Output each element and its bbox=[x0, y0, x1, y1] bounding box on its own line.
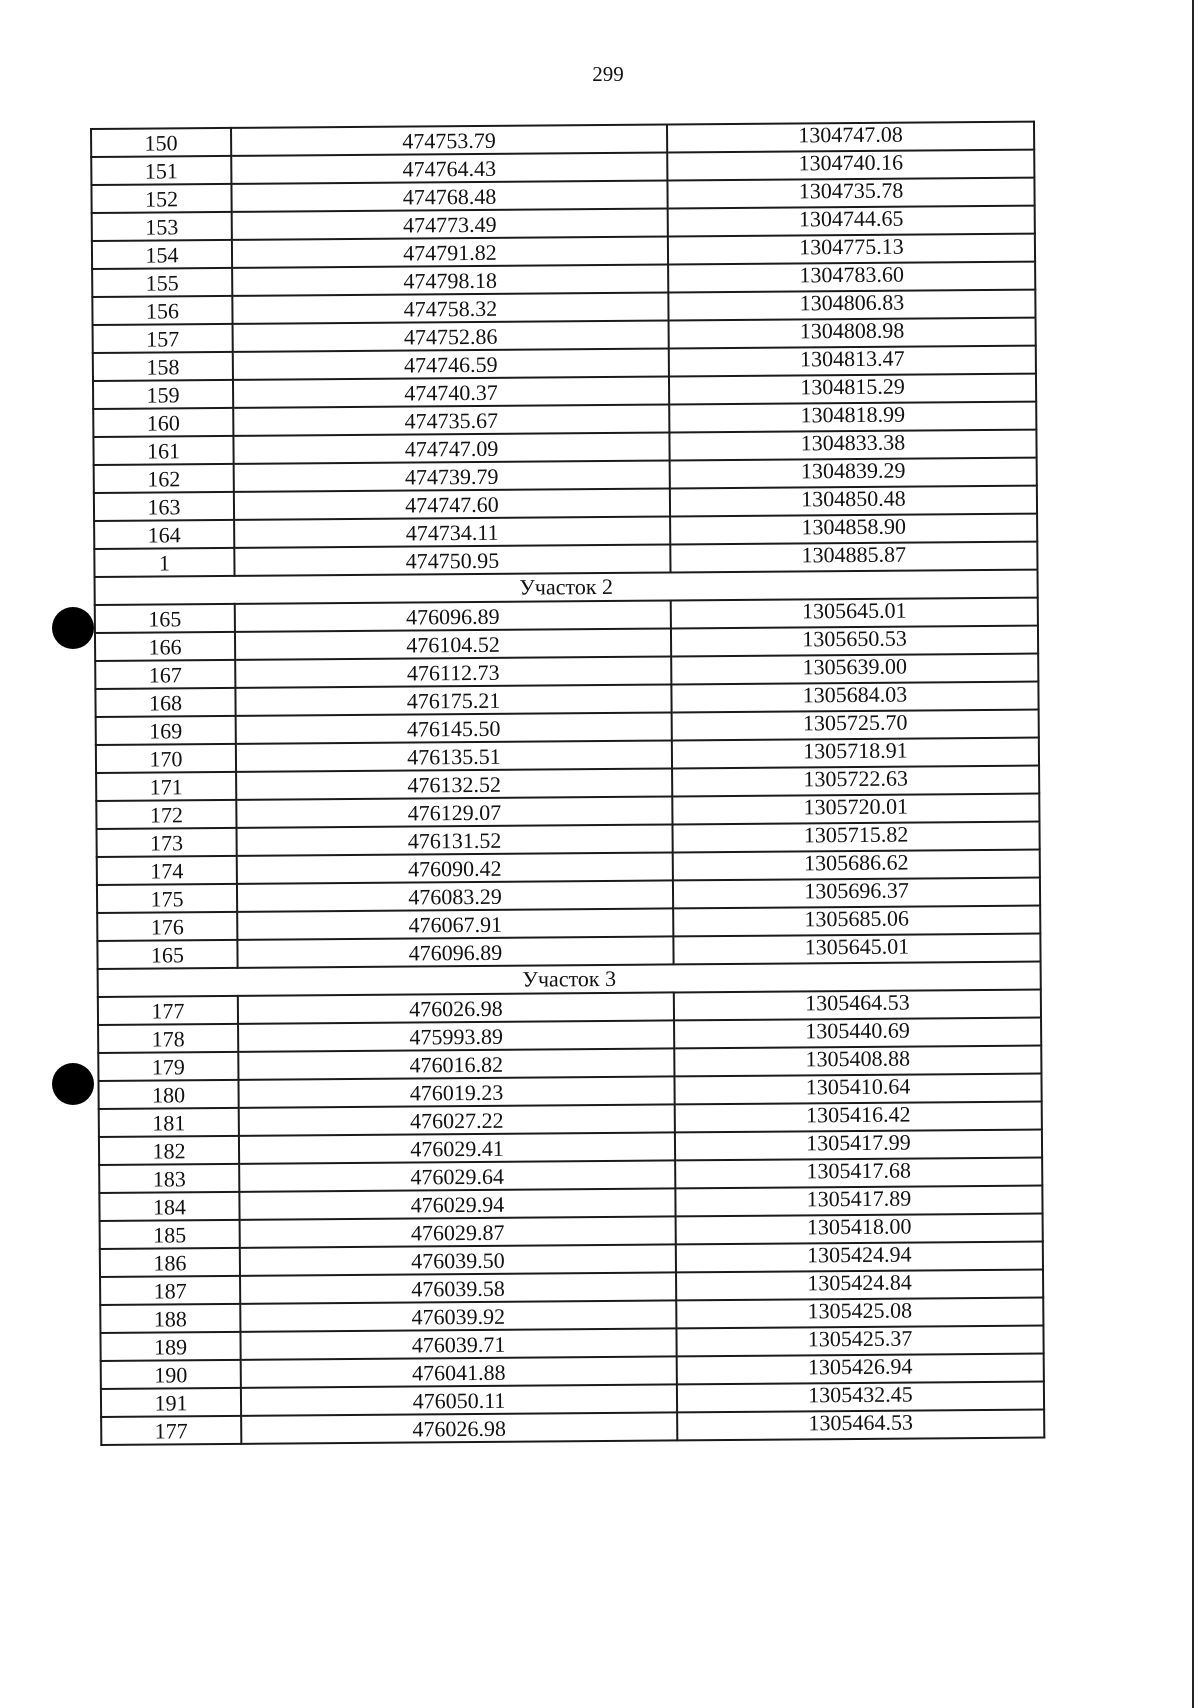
point-number-cell: 189 bbox=[100, 1332, 240, 1361]
point-number-cell: 165 bbox=[97, 940, 237, 969]
y-coordinate-cell: 1305440.69 bbox=[674, 1018, 1041, 1049]
x-coordinate-cell: 476067.91 bbox=[237, 908, 673, 939]
y-coordinate-cell: 1304806.83 bbox=[668, 290, 1035, 321]
y-coordinate-cell: 1305424.84 bbox=[676, 1270, 1043, 1301]
y-coordinate-cell: 1304813.47 bbox=[669, 346, 1036, 377]
point-number-cell: 179 bbox=[98, 1052, 238, 1081]
point-number-cell: 166 bbox=[95, 632, 235, 661]
x-coordinate-cell: 474746.59 bbox=[233, 348, 669, 379]
x-coordinate-cell: 476104.52 bbox=[235, 628, 671, 659]
point-number-cell: 152 bbox=[91, 184, 231, 213]
y-coordinate-cell: 1305426.94 bbox=[677, 1354, 1044, 1385]
x-coordinate-cell: 474739.79 bbox=[234, 460, 670, 491]
point-number-cell: 183 bbox=[99, 1164, 239, 1193]
point-number-cell: 155 bbox=[92, 268, 232, 297]
point-number-cell: 160 bbox=[93, 408, 233, 437]
point-number-cell: 181 bbox=[99, 1108, 239, 1137]
x-coordinate-cell: 476096.89 bbox=[237, 936, 673, 967]
x-coordinate-cell: 474752.86 bbox=[233, 320, 669, 351]
point-number-cell: 151 bbox=[91, 156, 231, 185]
x-coordinate-cell: 476131.52 bbox=[237, 824, 673, 855]
x-coordinate-cell: 476029.87 bbox=[240, 1216, 676, 1247]
y-coordinate-cell: 1305417.68 bbox=[675, 1158, 1042, 1189]
y-coordinate-cell: 1304839.29 bbox=[670, 458, 1037, 489]
y-coordinate-cell: 1305417.99 bbox=[675, 1130, 1042, 1161]
x-coordinate-cell: 474758.32 bbox=[232, 292, 668, 323]
y-coordinate-cell: 1305432.45 bbox=[677, 1382, 1044, 1413]
y-coordinate-cell: 1304833.38 bbox=[669, 430, 1036, 461]
x-coordinate-cell: 476132.52 bbox=[236, 768, 672, 799]
x-coordinate-cell: 476112.73 bbox=[235, 656, 671, 687]
point-number-cell: 169 bbox=[96, 716, 236, 745]
x-coordinate-cell: 476029.41 bbox=[239, 1132, 675, 1163]
point-number-cell: 159 bbox=[93, 380, 233, 409]
y-coordinate-cell: 1305715.82 bbox=[672, 822, 1039, 853]
y-coordinate-cell: 1304747.08 bbox=[667, 122, 1034, 153]
point-number-cell: 153 bbox=[92, 212, 232, 241]
y-coordinate-cell: 1305725.70 bbox=[672, 710, 1039, 741]
x-coordinate-cell: 476129.07 bbox=[236, 796, 672, 827]
x-coordinate-cell: 476083.29 bbox=[237, 880, 673, 911]
point-number-cell: 162 bbox=[94, 464, 234, 493]
point-number-cell: 176 bbox=[97, 912, 237, 941]
y-coordinate-cell: 1304775.13 bbox=[668, 234, 1035, 265]
point-number-cell: 180 bbox=[98, 1080, 238, 1109]
y-coordinate-cell: 1305408.88 bbox=[674, 1046, 1041, 1077]
coordinates-table bbox=[90, 121, 1045, 1446]
x-coordinate-cell: 476090.42 bbox=[237, 852, 673, 883]
x-coordinate-cell: 474773.49 bbox=[232, 208, 668, 239]
table-row bbox=[101, 1410, 1044, 1445]
y-coordinate-cell: 1304808.98 bbox=[669, 318, 1036, 349]
point-number-cell: 178 bbox=[98, 1024, 238, 1053]
y-coordinate-cell: 1305684.03 bbox=[671, 682, 1038, 713]
x-coordinate-cell: 476041.88 bbox=[241, 1356, 677, 1387]
point-number-cell: 187 bbox=[100, 1276, 240, 1305]
y-coordinate-cell: 1305418.00 bbox=[676, 1214, 1043, 1245]
y-coordinate-cell: 1304783.60 bbox=[668, 262, 1035, 293]
x-coordinate-cell: 476019.23 bbox=[238, 1076, 674, 1107]
x-coordinate-cell: 474791.82 bbox=[232, 236, 668, 267]
y-coordinate-cell: 1304885.87 bbox=[670, 542, 1037, 573]
point-number-cell: 186 bbox=[100, 1248, 240, 1277]
punch-hole bbox=[52, 607, 94, 649]
point-number-cell: 150 bbox=[91, 128, 231, 157]
y-coordinate-cell: 1305686.62 bbox=[673, 850, 1040, 881]
y-coordinate-cell: 1305718.91 bbox=[672, 738, 1039, 769]
y-coordinate-cell: 1305645.01 bbox=[673, 934, 1040, 965]
point-number-cell: 191 bbox=[101, 1388, 241, 1417]
y-coordinate-cell: 1305425.37 bbox=[676, 1326, 1043, 1357]
coordinates-table-body bbox=[91, 122, 1044, 1445]
point-number-cell: 177 bbox=[98, 996, 238, 1025]
point-number-cell: 163 bbox=[94, 492, 234, 521]
x-coordinate-cell: 476027.22 bbox=[239, 1104, 675, 1135]
y-coordinate-cell: 1305410.64 bbox=[674, 1074, 1041, 1105]
punch-hole bbox=[52, 1063, 94, 1105]
x-coordinate-cell: 476026.98 bbox=[241, 1412, 677, 1443]
x-coordinate-cell: 474740.37 bbox=[233, 376, 669, 407]
x-coordinate-cell: 474764.43 bbox=[231, 152, 667, 183]
x-coordinate-cell: 474768.48 bbox=[231, 180, 667, 211]
section-label: Участок 3 bbox=[98, 962, 1041, 997]
y-coordinate-cell: 1305645.01 bbox=[671, 598, 1038, 629]
x-coordinate-cell: 476050.11 bbox=[241, 1384, 677, 1415]
point-number-cell: 161 bbox=[93, 436, 233, 465]
y-coordinate-cell: 1305696.37 bbox=[673, 878, 1040, 909]
point-number-cell: 164 bbox=[94, 520, 234, 549]
page-number: 299 bbox=[592, 62, 624, 86]
point-number-cell: 154 bbox=[92, 240, 232, 269]
x-coordinate-cell: 474735.67 bbox=[233, 404, 669, 435]
x-coordinate-cell: 476039.50 bbox=[240, 1244, 676, 1275]
y-coordinate-cell: 1305685.06 bbox=[673, 906, 1040, 937]
section-label: Участок 2 bbox=[95, 570, 1038, 605]
y-coordinate-cell: 1304858.90 bbox=[670, 514, 1037, 545]
y-coordinate-cell: 1305425.08 bbox=[676, 1298, 1043, 1329]
point-number-cell: 184 bbox=[99, 1192, 239, 1221]
y-coordinate-cell: 1305424.94 bbox=[676, 1242, 1043, 1273]
y-coordinate-cell: 1305417.89 bbox=[675, 1186, 1042, 1217]
point-number-cell: 156 bbox=[92, 296, 232, 325]
x-coordinate-cell: 474734.11 bbox=[234, 516, 670, 547]
point-number-cell: 177 bbox=[101, 1416, 241, 1445]
x-coordinate-cell: 475993.89 bbox=[238, 1020, 674, 1051]
x-coordinate-cell: 476026.98 bbox=[238, 992, 674, 1023]
point-number-cell: 1 bbox=[94, 548, 234, 577]
point-number-cell: 190 bbox=[101, 1360, 241, 1389]
point-number-cell: 173 bbox=[97, 828, 237, 857]
y-coordinate-cell: 1305720.01 bbox=[672, 794, 1039, 825]
x-coordinate-cell: 476016.82 bbox=[238, 1048, 674, 1079]
y-coordinate-cell: 1305722.63 bbox=[672, 766, 1039, 797]
point-number-cell: 168 bbox=[95, 688, 235, 717]
y-coordinate-cell: 1305464.53 bbox=[677, 1410, 1044, 1441]
point-number-cell: 170 bbox=[96, 744, 236, 773]
x-coordinate-cell: 476175.21 bbox=[235, 684, 671, 715]
x-coordinate-cell: 474750.95 bbox=[234, 544, 670, 575]
point-number-cell: 171 bbox=[96, 772, 236, 801]
y-coordinate-cell: 1304815.29 bbox=[669, 374, 1036, 405]
y-coordinate-cell: 1305639.00 bbox=[671, 654, 1038, 685]
x-coordinate-cell: 476029.64 bbox=[239, 1160, 675, 1191]
x-coordinate-cell: 474747.60 bbox=[234, 488, 670, 519]
x-coordinate-cell: 476039.71 bbox=[240, 1328, 676, 1359]
y-coordinate-cell: 1304818.99 bbox=[669, 402, 1036, 433]
y-coordinate-cell: 1305416.42 bbox=[675, 1102, 1042, 1133]
y-coordinate-cell: 1305650.53 bbox=[671, 626, 1038, 657]
y-coordinate-cell: 1304744.65 bbox=[668, 206, 1035, 237]
point-number-cell: 157 bbox=[93, 324, 233, 353]
y-coordinate-cell: 1304850.48 bbox=[670, 486, 1037, 517]
x-coordinate-cell: 476096.89 bbox=[235, 600, 671, 631]
page-frame-edge bbox=[1192, 0, 1194, 1708]
point-number-cell: 185 bbox=[100, 1220, 240, 1249]
x-coordinate-cell: 474798.18 bbox=[232, 264, 668, 295]
point-number-cell: 167 bbox=[95, 660, 235, 689]
point-number-cell: 165 bbox=[95, 604, 235, 633]
x-coordinate-cell: 476145.50 bbox=[236, 712, 672, 743]
x-coordinate-cell: 476029.94 bbox=[239, 1188, 675, 1219]
x-coordinate-cell: 476039.92 bbox=[240, 1300, 676, 1331]
x-coordinate-cell: 474747.09 bbox=[233, 432, 669, 463]
point-number-cell: 182 bbox=[99, 1136, 239, 1165]
point-number-cell: 174 bbox=[97, 856, 237, 885]
point-number-cell: 172 bbox=[96, 800, 236, 829]
y-coordinate-cell: 1305464.53 bbox=[674, 990, 1041, 1021]
point-number-cell: 188 bbox=[100, 1304, 240, 1333]
x-coordinate-cell: 476039.58 bbox=[240, 1272, 676, 1303]
y-coordinate-cell: 1304740.16 bbox=[667, 150, 1034, 181]
point-number-cell: 158 bbox=[93, 352, 233, 381]
x-coordinate-cell: 474753.79 bbox=[231, 124, 667, 155]
point-number-cell: 175 bbox=[97, 884, 237, 913]
y-coordinate-cell: 1304735.78 bbox=[667, 178, 1034, 209]
x-coordinate-cell: 476135.51 bbox=[236, 740, 672, 771]
